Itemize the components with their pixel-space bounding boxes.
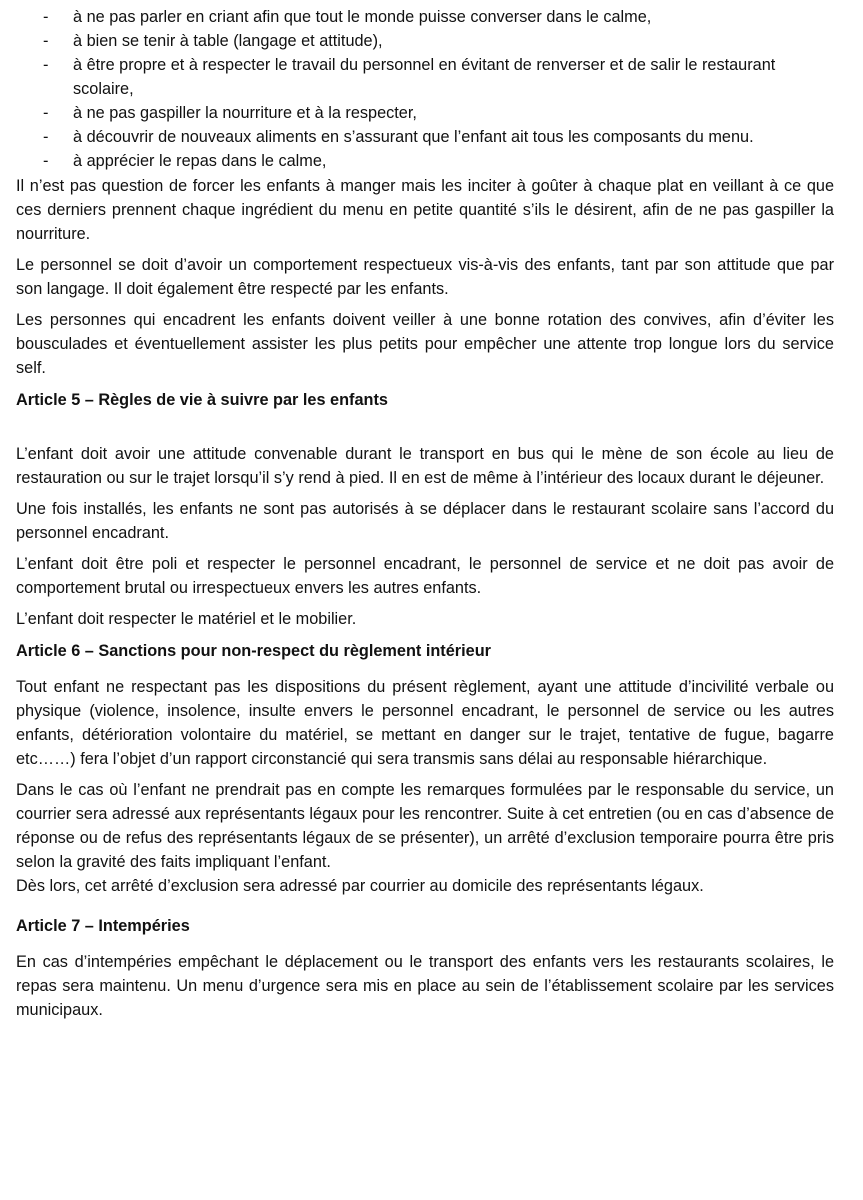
paragraph: Les personnes qui encadrent les enfants doivent veiller à une bonne rotation des convives, afin d’éviter les bousculades et éventuellement assister les plus petits pour empêcher une attente trop longue lors du service self. (16, 311, 834, 377)
list-item: - à ne pas gaspiller la nourriture et à la respecter, (16, 101, 834, 125)
paragraph: Tout enfant ne respectant pas les dispositions du présent règlement, ayant une attitude d’incivilité verbale ou physique (violence, insolence, insulte envers le personnel encadrant, le personnel de service ou les autres enfants, détérioration volontaire du matériel, se mettant en danger sur le trajet, tentative de fugue, bagarre etc……) fera l’objet d’un rapport circonstancié qui sera transmis sans délai au responsable hiérarchique. (16, 678, 834, 768)
paragraph: L’enfant doit avoir une attitude convenable durant le transport en bus qui le mène de son école au lieu de restauration ou sur le trajet lorsqu’il s’y rend à pied. Il en est de même à l’intérieur des locaux durant le déjeuner. (16, 445, 834, 487)
article-5-heading: Article 5 – Règles de vie à suivre par les enfants (16, 391, 388, 409)
list-item: - à être propre et à respecter le travail du personnel en évitant de renverser et de salir le restaurant scolaire, (16, 53, 834, 101)
list-item: - à apprécier le repas dans le calme, (16, 149, 834, 173)
list-item: - à découvrir de nouveaux aliments en s’assurant que l’enfant ait tous les composants du menu. (16, 125, 834, 149)
paragraph: L’enfant doit être poli et respecter le personnel encadrant, le personnel de service et ne doit pas avoir de comportement brutal ou irrespectueux envers les autres enfants. (16, 555, 834, 597)
bullet-dash: - (43, 128, 49, 146)
rules-bullet-list (16, 5, 834, 173)
paragraph: Le personnel se doit d’avoir un comportement respectueux vis-à-vis des enfants, tant par son attitude que par son langage. Il doit également être respecté par les enfants. (16, 256, 834, 298)
bullet-dash: - (43, 56, 49, 74)
paragraph: L’enfant doit respecter le matériel et le mobilier. (16, 610, 357, 628)
bullet-dash: - (43, 152, 49, 170)
paragraph: Il n’est pas question de forcer les enfants à manger mais les inciter à goûter à chaque plat en veillant à ce que ces derniers prennent chaque ingrédient du menu en petite quantité s’ils le désirent, afin de ne pas gaspiller la nourriture. (16, 177, 834, 243)
bullet-dash: - (43, 8, 49, 26)
paragraph: Dès lors, cet arrêté d’exclusion sera adressé par courrier au domicile des représentants légaux. (16, 877, 704, 895)
paragraph: En cas d’intempéries empêchant le déplacement ou le transport des enfants vers les restaurants scolaires, le repas sera maintenu. Un menu d’urgence sera mis en place au sein de l’établissement scolaire par les services municipaux. (16, 953, 834, 1019)
paragraph: Dans le cas où l’enfant ne prendrait pas en compte les remarques formulées par le responsable du service, un courrier sera adressé aux représentants légaux pour les rencontrer. Suite à cet entretien (ou en cas d’absence de réponse ou de refus des représentants légaux de se présenter), un arrêté d’exclusion temporaire pourra être pris selon la gravité des faits impliquant l’enfant. (16, 781, 834, 871)
bullet-dash: - (43, 104, 49, 122)
article-7-heading: Article 7 – Intempéries (16, 917, 190, 935)
list-item: - à bien se tenir à table (langage et attitude), (16, 29, 834, 53)
article-6-heading: Article 6 – Sanctions pour non-respect du règlement intérieur (16, 642, 491, 660)
paragraph: Une fois installés, les enfants ne sont pas autorisés à se déplacer dans le restaurant scolaire sans l’accord du personnel encadrant. (16, 500, 834, 542)
bullet-dash: - (43, 32, 49, 50)
list-item: - à ne pas parler en criant afin que tout le monde puisse converser dans le calme, (16, 5, 834, 29)
document-page (16, 5, 834, 1022)
